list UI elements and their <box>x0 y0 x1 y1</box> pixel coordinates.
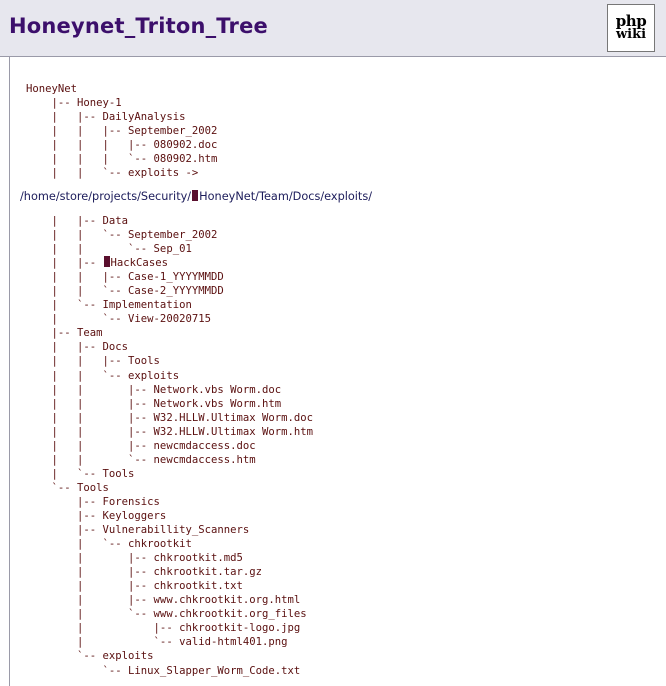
path-suffix: HoneyNet/Team/Docs/exploits/ <box>199 190 373 203</box>
text-cursor <box>104 256 110 267</box>
tree-segment-a: | |-- Data | | `-- September_2002 | | `-- Sep_01 | |-- <box>51 215 218 270</box>
phpwiki-logo[interactable] <box>607 4 655 52</box>
logo-text-php: php <box>615 12 647 30</box>
tree-segment-c: | | |-- Case-1_YYYYMMDD | | `-- Case-2_YYYYMMDD | `-- Implementation | `-- View-20020715 |-- Team | |-- Docs | | |-- Tools | | `-- exploits | | |-- Network.vbs Worm.doc | | |-- Network.vbs Worm.htm | | |-- W32.HLLW.Ultimax Worm.doc | | |-- W32.HLLW.Ultimax Worm.htm | | |-- newcmdaccess.doc | | `-- newcmdaccess.htm | `-- Tools `-- Tools |-- Forensics |-- Keyloggers |-- Vulnerabillity_Scanners | `-- chkrootkit | |-- chkrootkit.md5 | |-- chkrootkit.tar.gz | |-- chkrootkit.txt | |-- www.chkrootkit.org.html | `-- www.chkrootkit.org_files | |-- chkrootkit-logo.jpg | `-- valid-html401.png `-- exploits `-- Linux_Slapper_Worm_Code.txt <box>51 271 314 677</box>
path-prefix: /home/store/projects/Security/ <box>20 190 192 203</box>
symlink-target-path <box>20 190 372 203</box>
page-title: Honeynet_Triton_Tree <box>9 14 268 38</box>
tree-item-hackcases: HackCases <box>110 257 168 270</box>
page-header <box>0 0 666 57</box>
directory-tree-bottom <box>26 214 313 678</box>
text-cursor <box>192 190 198 201</box>
page-content <box>9 57 666 686</box>
directory-tree-top: HoneyNet |-- Honey-1 | |-- DailyAnalysis | | |-- September_2002 | | | |-- 080902.doc | | | `-- 080902.htm | | `-- exploits -> <box>26 83 218 180</box>
logo-text-wiki: wiki <box>615 27 647 42</box>
